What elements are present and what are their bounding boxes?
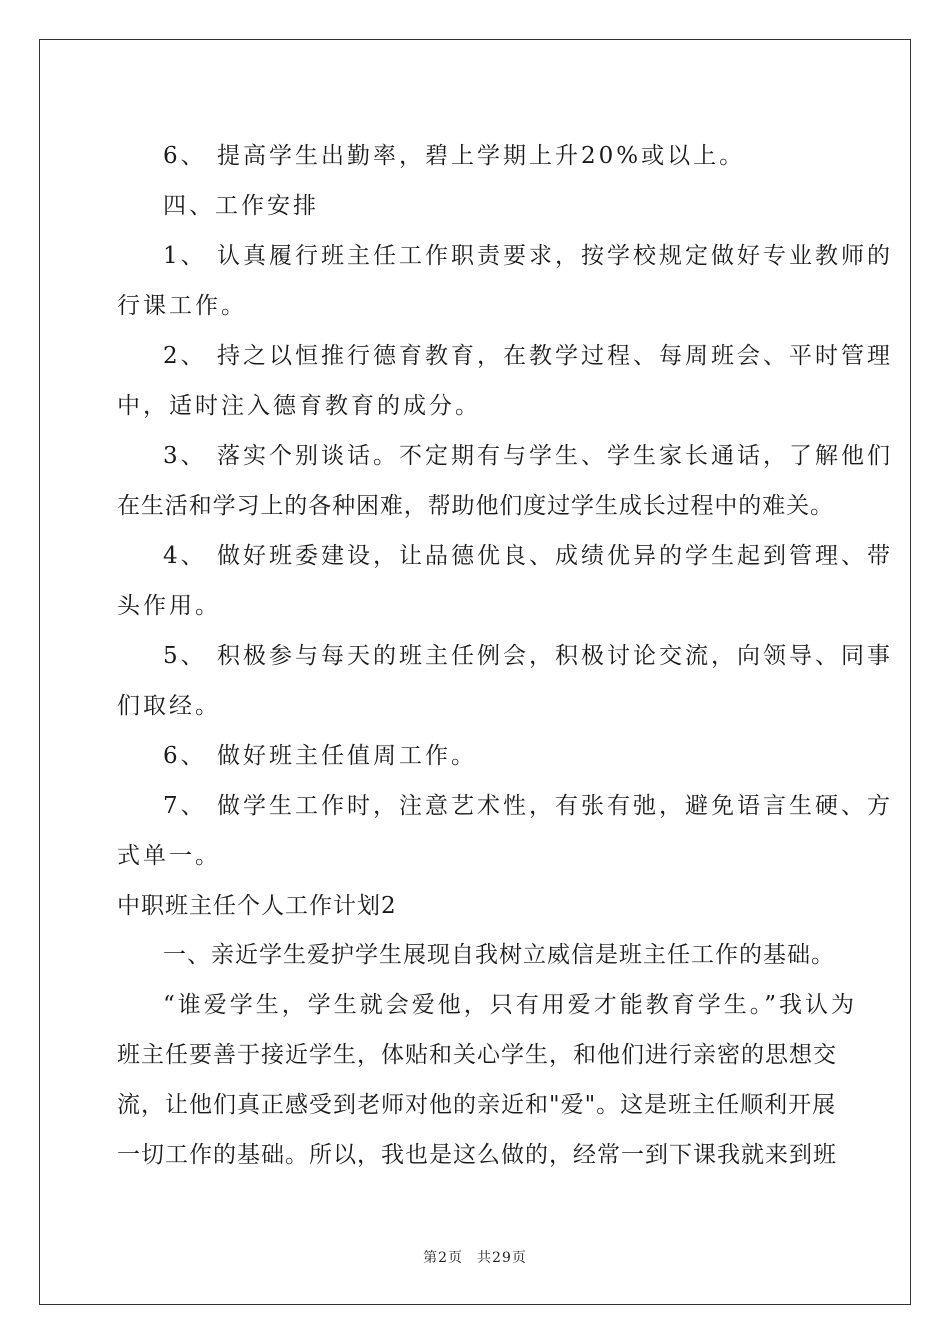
- section-heading-work-arrangement: 四、工作安排: [163, 193, 319, 219]
- list-item-6-attendance: 6、 提高学生出勤率，碧上学期上升20%或以上。: [163, 143, 746, 169]
- paragraph-line: 行课工作。: [117, 293, 247, 319]
- page-number: 第2页: [423, 1250, 464, 1266]
- section-heading-1: 一、亲近学生爱护学生展现自我树立威信是班主任工作的基础。: [163, 942, 835, 968]
- paragraph-line: 头作用。: [117, 593, 221, 619]
- paragraph-line: 7、 做学生工作时，注意艺术性，有张有弛，避免语言生硬、方: [163, 793, 893, 819]
- paragraph-line: 一切工作的基础。所以，我也是这么做的，经常一到下课我就来到班: [117, 1142, 837, 1168]
- document-title-plan-2: 中职班主任个人工作计划2: [117, 893, 397, 919]
- total-pages: 共29页: [477, 1250, 527, 1266]
- paragraph-line: 们取经。: [117, 693, 221, 719]
- paragraph-line: 班主任要善于接近学生，体贴和关心学生，和他们进行亲密的思想交: [117, 1042, 837, 1068]
- paragraph-line: 在生活和学习上的各种困难，帮助他们度过学生成长过程中的难关。: [117, 493, 833, 519]
- paragraph-line: “谁爱学生，学生就会爱他，只有用爱才能教育学生。”我认为: [163, 992, 858, 1018]
- paragraph-line: 6、 做好班主任值周工作。: [163, 743, 477, 769]
- page-footer: [0, 1247, 950, 1267]
- paragraph-line: 1、 认真履行班主任工作职责要求，按学校规定做好专业教师的: [163, 243, 893, 269]
- paragraph-line: 5、 积极参与每天的班主任例会，积极讨论交流，向领导、同事: [163, 643, 893, 669]
- document-body: [117, 131, 893, 1180]
- paragraph-line: 3、 落实个别谈话。不定期有与学生、学生家长通话，了解他们: [163, 443, 893, 469]
- paragraph-line: 式单一。: [117, 843, 221, 869]
- paragraph-line: 中，适时注入德育教育的成分。: [117, 393, 481, 419]
- paragraph-line: 2、 持之以恒推行德育教育，在教学过程、每周班会、平时管理: [163, 343, 893, 369]
- paragraph-line: 流，让他们真正感受到老师对他的亲近和"爱"。这是班主任顺利开展: [117, 1092, 837, 1118]
- paragraph-line: 4、 做好班委建设，让品德优良、成绩优异的学生起到管理、带: [163, 543, 893, 569]
